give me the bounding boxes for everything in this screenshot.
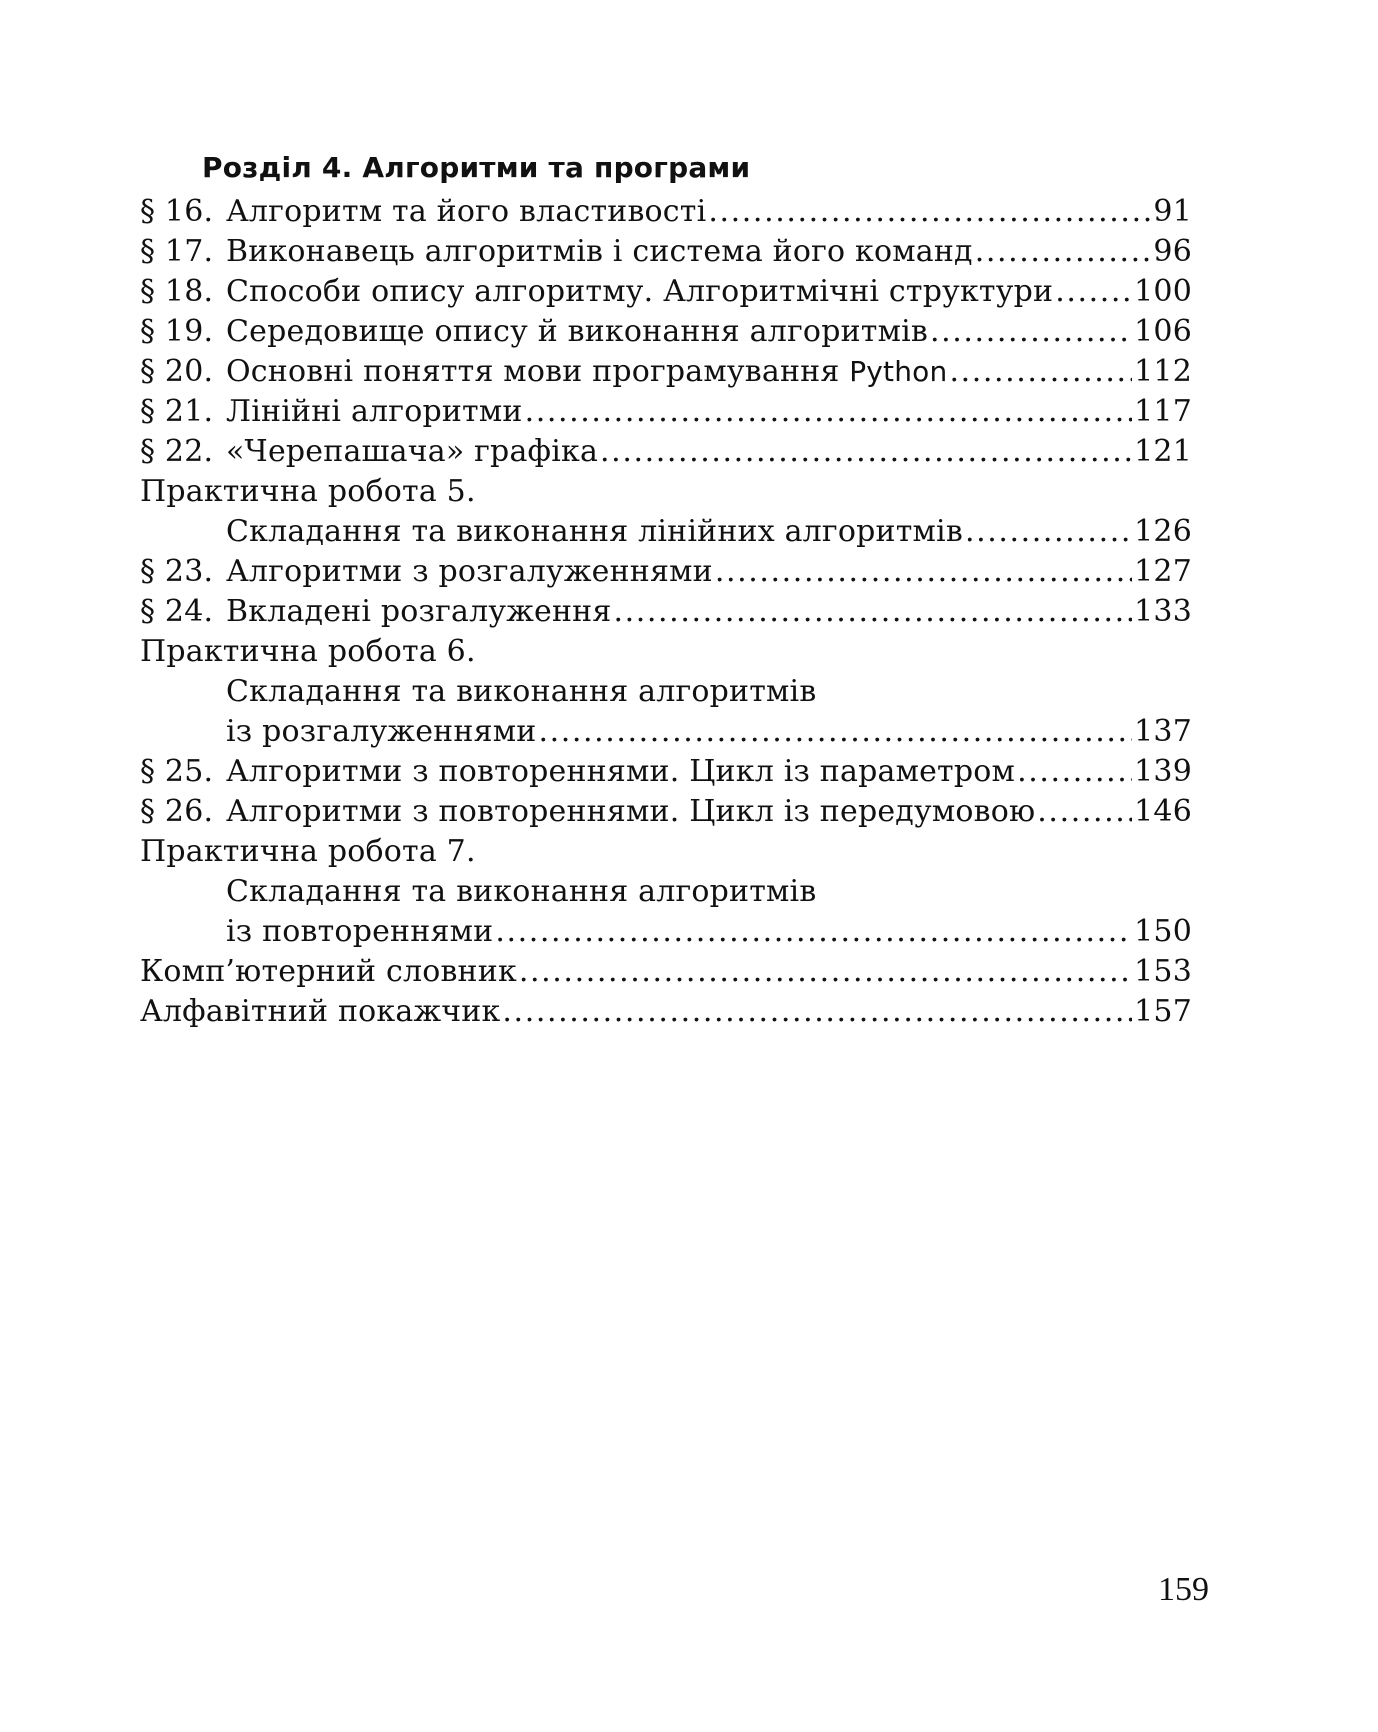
entry-number: § 20. — [140, 354, 214, 389]
dot-leader — [1055, 272, 1132, 312]
entry-title: Комп’ютерний словник — [140, 954, 517, 989]
entry-number: § 18. — [140, 274, 214, 309]
dot-leader — [600, 432, 1132, 472]
practical-5-entry — [140, 512, 1192, 552]
entry-title: Алгоритми з розгалуженнями — [226, 554, 713, 589]
toc-entry-19 — [140, 312, 1192, 352]
dot-leader — [495, 912, 1132, 952]
entry-number: § 19. — [140, 314, 214, 349]
practical-7-title-line1 — [140, 872, 1192, 912]
entry-page: 117 — [1134, 394, 1192, 429]
dot-leader — [930, 312, 1132, 352]
dot-leader — [715, 552, 1132, 592]
page-number: 159 — [1158, 1571, 1209, 1608]
entry-title: Складання та виконання алгоритмів — [226, 874, 817, 909]
entry-title — [226, 352, 947, 392]
practical-7-entry — [140, 912, 1192, 952]
practical-label: Практична робота 6. — [140, 634, 476, 669]
entry-title: із розгалуженнями — [226, 714, 537, 749]
practical-7-label — [140, 832, 1192, 872]
entry-title: із повтореннями — [226, 914, 494, 949]
toc-entry-25 — [140, 752, 1192, 792]
entry-number: § 24. — [140, 594, 214, 629]
entry-page: 146 — [1134, 794, 1192, 829]
dot-leader — [949, 352, 1132, 392]
entry-title: Способи опису алгоритму. Алгоритмічні структури — [226, 274, 1054, 309]
dot-leader — [1017, 752, 1132, 792]
toc-entry-index — [140, 992, 1192, 1032]
entry-page: 133 — [1134, 594, 1192, 629]
entry-number: § 17. — [140, 234, 214, 269]
entry-number: § 25. — [140, 754, 214, 789]
entry-page: 127 — [1134, 554, 1192, 589]
entry-page: 126 — [1134, 514, 1192, 549]
practical-6-entry — [140, 712, 1192, 752]
entry-title-python: Python — [849, 355, 948, 388]
dot-leader — [538, 712, 1132, 752]
toc-entry-22 — [140, 432, 1192, 472]
toc-entry-glossary — [140, 952, 1192, 992]
entry-number: § 21. — [140, 394, 214, 429]
entry-title: Алфавітний покажчик — [140, 994, 501, 1029]
table-of-contents — [140, 148, 1192, 1032]
entry-page: 121 — [1134, 434, 1192, 469]
toc-entry-26 — [140, 792, 1192, 832]
entry-title: Виконавець алгоритмів і система його команд — [226, 234, 973, 269]
entry-title: Лінійні алгоритми — [226, 394, 523, 429]
entry-page: 153 — [1134, 954, 1192, 989]
toc-entry-18 — [140, 272, 1192, 312]
entry-page: 100 — [1134, 274, 1192, 309]
entry-number: § 22. — [140, 434, 214, 469]
entry-title: Алгоритм та його властивості — [226, 194, 707, 229]
toc-entry-23 — [140, 552, 1192, 592]
dot-leader — [965, 512, 1132, 552]
entry-page: 96 — [1153, 234, 1192, 269]
practical-5-label — [140, 472, 1192, 512]
entry-page: 137 — [1134, 714, 1192, 749]
entry-title: Середовище опису й виконання алгоритмів — [226, 314, 929, 349]
entry-page: 157 — [1134, 994, 1192, 1029]
toc-entry-17 — [140, 232, 1192, 272]
toc-entry-20 — [140, 352, 1192, 392]
practical-6-title-line1 — [140, 672, 1192, 712]
dot-leader — [502, 992, 1132, 1032]
dot-leader — [708, 192, 1151, 232]
dot-leader — [519, 952, 1132, 992]
toc-entry-16 — [140, 192, 1192, 232]
entry-page: 106 — [1134, 314, 1192, 349]
entry-number: § 26. — [140, 794, 214, 829]
entry-title: «Черепашача» графіка — [226, 434, 599, 469]
practical-6-label — [140, 632, 1192, 672]
practical-label: Практична робота 5. — [140, 474, 476, 509]
practical-label: Практична робота 7. — [140, 834, 476, 869]
section-heading: Розділ 4. Алгоритми та програми — [202, 151, 751, 184]
entry-title: Алгоритми з повтореннями. Цикл із передумовою — [226, 794, 1036, 829]
toc-entry-24 — [140, 592, 1192, 632]
entry-title: Вкладені розгалуження — [226, 594, 612, 629]
dot-leader — [525, 392, 1133, 432]
entry-title-text: Основні поняття мови програмування — [226, 354, 850, 389]
dot-leader — [614, 592, 1133, 632]
dot-leader — [1037, 792, 1132, 832]
entry-number: § 16. — [140, 194, 214, 229]
entry-page: 150 — [1134, 914, 1192, 949]
entry-number: § 23. — [140, 554, 214, 589]
entry-page: 139 — [1134, 754, 1192, 789]
entry-title: Складання та виконання лінійних алгоритмів — [226, 514, 963, 549]
dot-leader — [975, 232, 1152, 272]
entry-title: Складання та виконання алгоритмів — [226, 674, 817, 709]
entry-page: 91 — [1153, 194, 1192, 229]
toc-entry-21 — [140, 392, 1192, 432]
entry-page: 112 — [1134, 354, 1192, 389]
entry-title: Алгоритми з повтореннями. Цикл із параметром — [226, 754, 1016, 789]
